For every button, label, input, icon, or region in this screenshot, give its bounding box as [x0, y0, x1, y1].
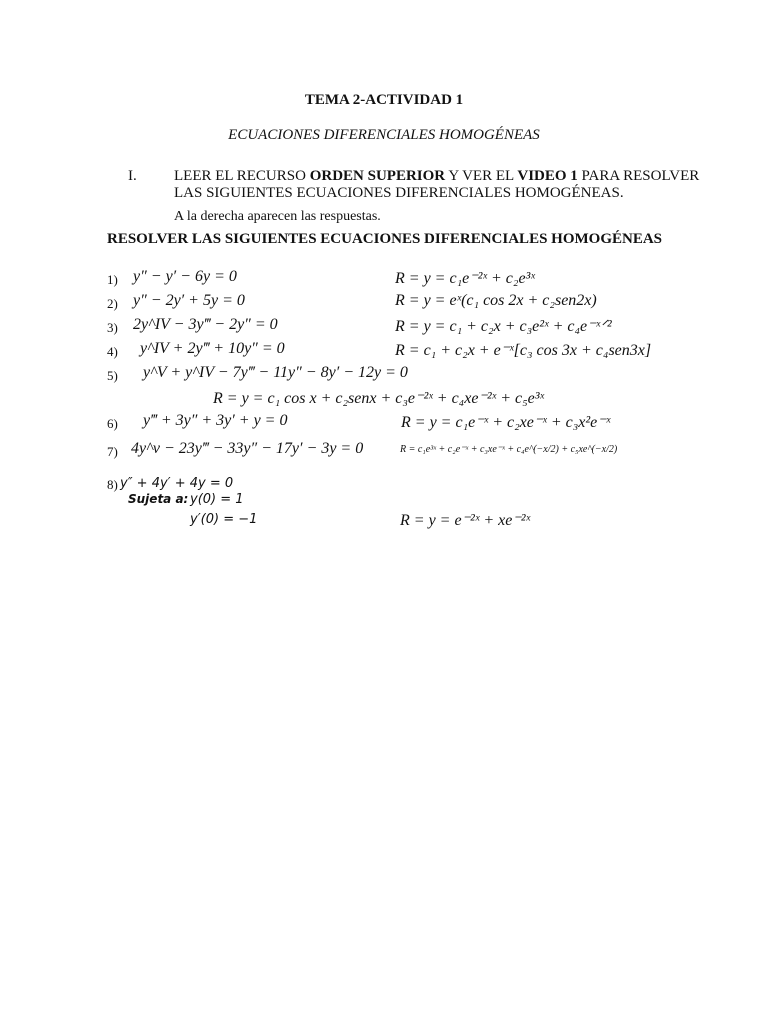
problem-number-8: 8) — [107, 477, 118, 492]
problem-answer-8: R = y = e⁻²ˣ + xe⁻²ˣ — [400, 512, 531, 529]
problem-number-2: 2) — [107, 296, 118, 311]
conditions-label: Sujeta a: — [128, 492, 189, 506]
problem-answer-7: R = c₁e³ˣ + c₂e⁻ˣ + c₃xe⁻ˣ + c₄e^(−x/2) + c₅xe^(−x/2) — [400, 444, 618, 455]
problem-number-5: 5) — [107, 368, 118, 383]
problem-equation-5: y^V + y^IV − 7y‴ − 11y″ − 8y′ − 12y = 0 — [143, 364, 408, 381]
problem-answer-1: R = y = c₁e⁻²ˣ + c₂e³ˣ — [395, 270, 535, 287]
instruction-line2: LAS SIGUIENTES ECUACIONES DIFERENCIALES HOMOGÉNEAS. — [174, 185, 624, 201]
exercise-heading: RESOLVER LAS SIGUIENTES ECUACIONES DIFERENCIALES HOMOGÉNEAS — [107, 231, 663, 247]
instruction-part2: Y VER EL — [445, 168, 518, 184]
problem-equation-8: y″ + 4y′ + 4y = 0 — [120, 476, 234, 491]
problem-number-7: 7) — [107, 444, 118, 459]
problem-answer-6: R = y = c₁e⁻ˣ + c₂xe⁻ˣ + c₃x²e⁻ˣ — [401, 414, 611, 431]
problem-answer-2: R = y = eˣ(c₁ cos 2x + c₂sen2x) — [395, 292, 597, 309]
problem-equation-6: y‴ + 3y″ + 3y′ + y = 0 — [143, 412, 288, 429]
problem-equation-1: y″ − y′ − 6y = 0 — [133, 268, 237, 285]
problem-equation-3: 2y^IV − 3y‴ − 2y″ = 0 — [133, 316, 278, 333]
condition-initial-value: y(0) = 1 — [190, 492, 244, 507]
instruction-part1: LEER EL RECURSO — [174, 168, 310, 184]
answers-note: A la derecha aparecen las respuestas. — [174, 209, 381, 224]
problem-answer-3: R = y = c₁ + c₂x + c₃e²ˣ + c₄e⁻ˣᐟ² — [395, 318, 612, 335]
instruction-part3: PARA RESOLVER — [577, 168, 700, 184]
problem-number-6: 6) — [107, 416, 118, 431]
instruction-bold-video: VIDEO 1 — [517, 168, 578, 184]
page-subtitle: ECUACIONES DIFERENCIALES HOMOGÉNEAS — [228, 127, 540, 143]
problem-answer-5: R = y = c₁ cos x + c₂senx + c₃e⁻²ˣ + c₄xe⁻²ˣ + c₅e³ˣ — [213, 390, 545, 407]
problem-number-1: 1) — [107, 272, 118, 287]
problem-equation-2: y″ − 2y′ + 5y = 0 — [133, 292, 245, 309]
instruction-text — [174, 168, 699, 202]
problem-number-4: 4) — [107, 344, 118, 359]
section-numeral: I. — [128, 168, 137, 184]
page-title: TEMA 2-ACTIVIDAD 1 — [304, 92, 464, 108]
instruction-bold-resource: ORDEN SUPERIOR — [309, 168, 446, 184]
problem-equation-4: y^IV + 2y‴ + 10y″ = 0 — [140, 340, 285, 357]
problem-equation-7: 4y^v − 23y‴ − 33y″ − 17y′ − 3y = 0 — [131, 440, 364, 457]
condition-initial-derivative: y′(0) = −1 — [190, 512, 258, 527]
problem-number-3: 3) — [107, 320, 118, 335]
problem-answer-4: R = c₁ + c₂x + e⁻ˣ[c₃ cos 3x + c₄sen3x] — [395, 342, 652, 359]
